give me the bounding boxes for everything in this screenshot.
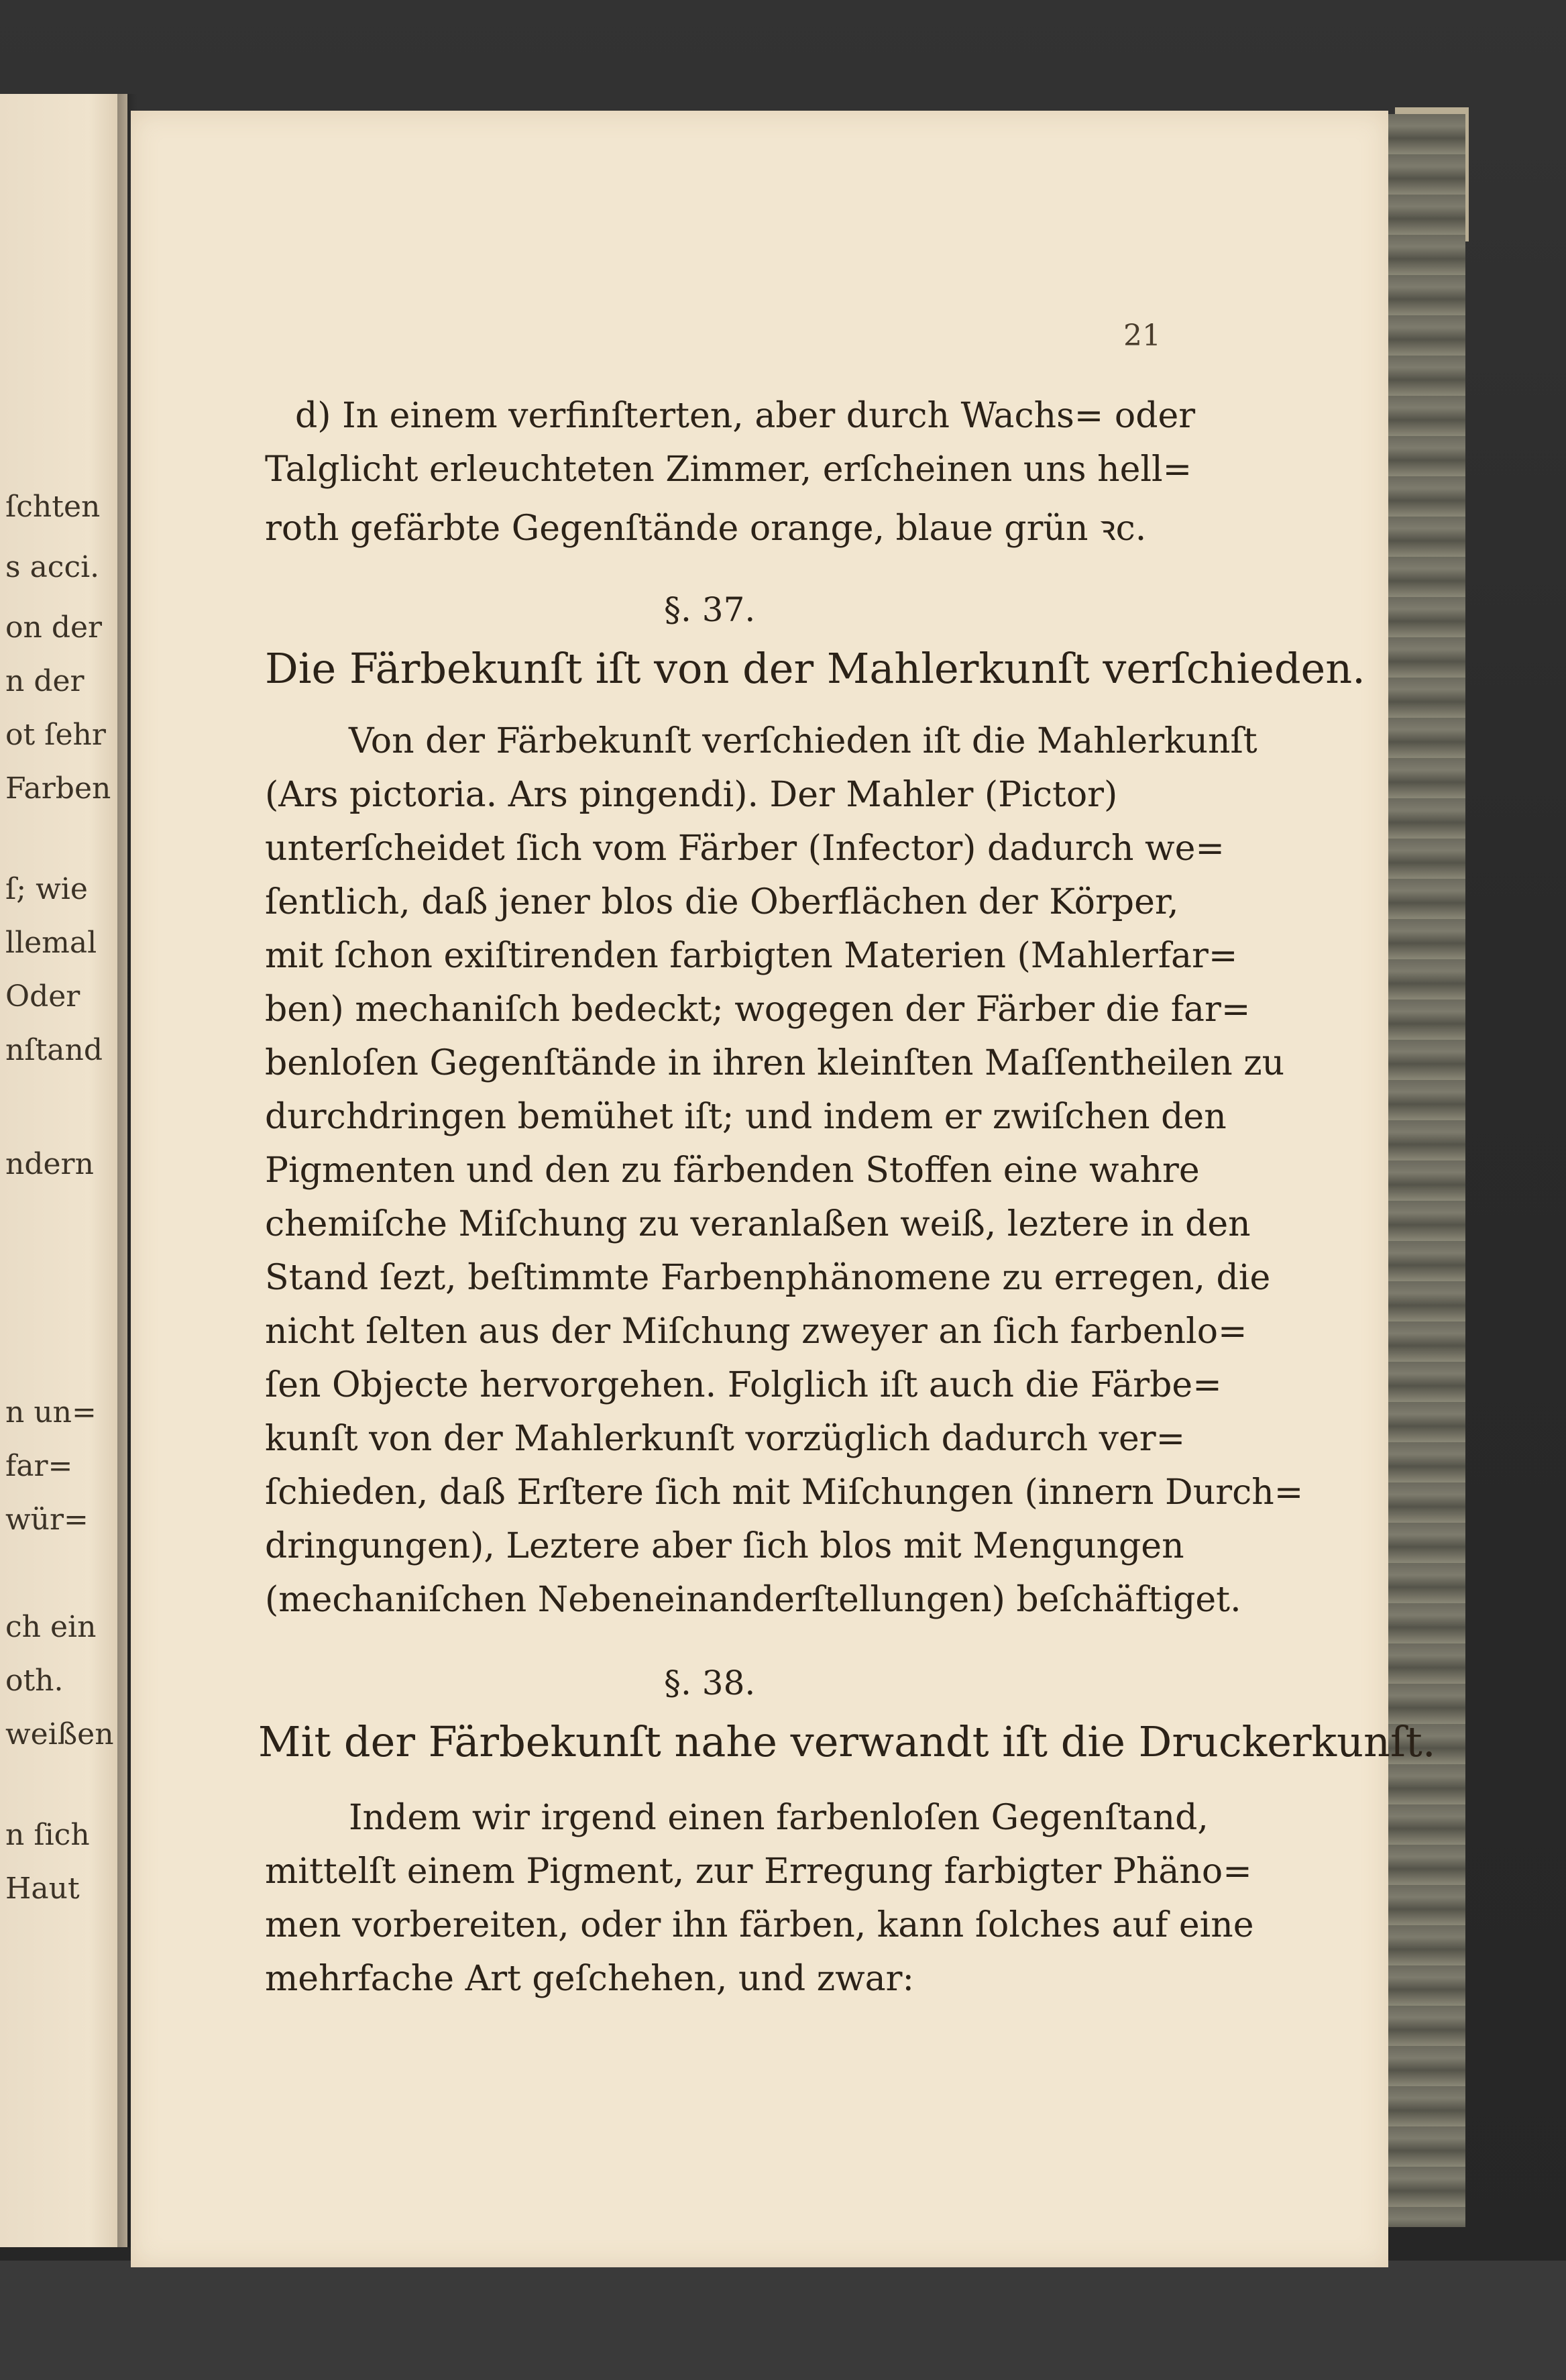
left-fragment: far= — [5, 1449, 73, 1483]
book-cover-edge — [1388, 114, 1465, 2227]
body-line: Stand ſezt, beſtimmte Farbenphänomene zu erregen, die — [265, 1258, 1271, 1298]
para-d-line: Talglicht erleuchteten Zimmer, erſcheinen uns hell= — [265, 449, 1192, 490]
body-line: mit ſchon exiſtirenden farbigten Materien (Mahlerfar= — [265, 936, 1238, 976]
left-fragment: s acci. — [5, 550, 100, 584]
left-fragment: oth. — [5, 1664, 64, 1698]
left-fragment: ot ſehr — [5, 718, 106, 752]
body-line: ſen Objecte hervorgehen. Folglich iſt auch die Färbe= — [265, 1365, 1222, 1405]
section-number: §. 38. — [664, 1664, 756, 1702]
left-fragment: ſ; wie — [5, 872, 88, 906]
body-line: Von der Färbekunſt verſchieden iſt die Mahlerkunſt — [349, 721, 1257, 761]
section-heading: Die Färbekunſt iſt von der Mahlerkunſt verſchieden. — [265, 644, 1365, 693]
previous-page-edge — [0, 94, 127, 2247]
body-line: ſchieden, daß Erſtere ſich mit Miſchungen (innern Durch= — [265, 1472, 1304, 1513]
left-fragment: ch ein — [5, 1610, 97, 1644]
left-fragment: weißen — [5, 1717, 114, 1751]
left-fragment: ſchten — [5, 490, 101, 524]
body-line: dringungen), Leztere aber ſich blos mit Mengungen — [265, 1526, 1184, 1566]
left-fragment: n der — [5, 664, 85, 698]
page-number: 21 — [1123, 319, 1161, 353]
left-fragment: llemal — [5, 926, 97, 960]
body-line: chemiſche Miſchung zu veranlaßen weiß, leztere in den — [265, 1204, 1251, 1244]
body-line: (mechaniſchen Nebeneinanderſtellungen) beſchäftiget. — [265, 1580, 1241, 1620]
section-heading: Mit der Färbekunſt nahe verwandt iſt die Druckerkunſt. — [258, 1717, 1436, 1766]
section-number: §. 37. — [664, 590, 756, 629]
table-surface — [0, 2261, 1566, 2380]
body-line: unterſcheidet ſich vom Färber (Infector) dadurch we= — [265, 828, 1225, 869]
body-line: nicht ſelten aus der Miſchung zweyer an ſich farbenlo= — [265, 1311, 1247, 1352]
left-fragment: wür= — [5, 1503, 89, 1537]
body-line: benloſen Gegenſtände in ihren kleinſten Maſſentheilen zu — [265, 1043, 1285, 1083]
left-fragment: Farben — [5, 771, 111, 806]
left-fragment: Haut — [5, 1872, 80, 1906]
body-line: mehrfache Art geſchehen, und zwar: — [265, 1959, 915, 1999]
body-line: (Ars pictoria. Ars pingendi). Der Mahler (Pictor) — [265, 775, 1118, 815]
left-fragment: on der — [5, 610, 103, 645]
body-line: ſentlich, daß jener blos die Oberflächen der Körper, — [265, 882, 1179, 922]
para-d-line: d) In einem verfinſterten, aber durch Wachs= oder — [295, 396, 1196, 436]
body-line: mittelſt einem Pigment, zur Erregung farbigter Phäno= — [265, 1851, 1252, 1892]
body-line: kunſt von der Mahlerkunſt vorzüglich dadurch ver= — [265, 1419, 1186, 1459]
body-line: ben) mechaniſch bedeckt; wogegen der Färber die far= — [265, 989, 1251, 1030]
left-fragment: nſtand — [5, 1033, 103, 1067]
para-d-line: roth gefärbte Gegenſtände orange, blaue grün ꝛc. — [265, 508, 1147, 549]
body-line: durchdringen bemühet iſt; und indem er zwiſchen den — [265, 1097, 1227, 1137]
body-line: Indem wir irgend einen farbenloſen Gegenſtand, — [349, 1798, 1209, 1838]
left-fragment: Oder — [5, 979, 80, 1014]
left-fragment: ndern — [5, 1147, 94, 1181]
left-fragment: n ſich — [5, 1818, 90, 1852]
body-line: Pigmenten und den zu färbenden Stoffen eine wahre — [265, 1150, 1200, 1191]
body-line: men vorbereiten, oder ihn färben, kann ſolches auf eine — [265, 1905, 1254, 1945]
left-fragment: n un= — [5, 1395, 97, 1429]
